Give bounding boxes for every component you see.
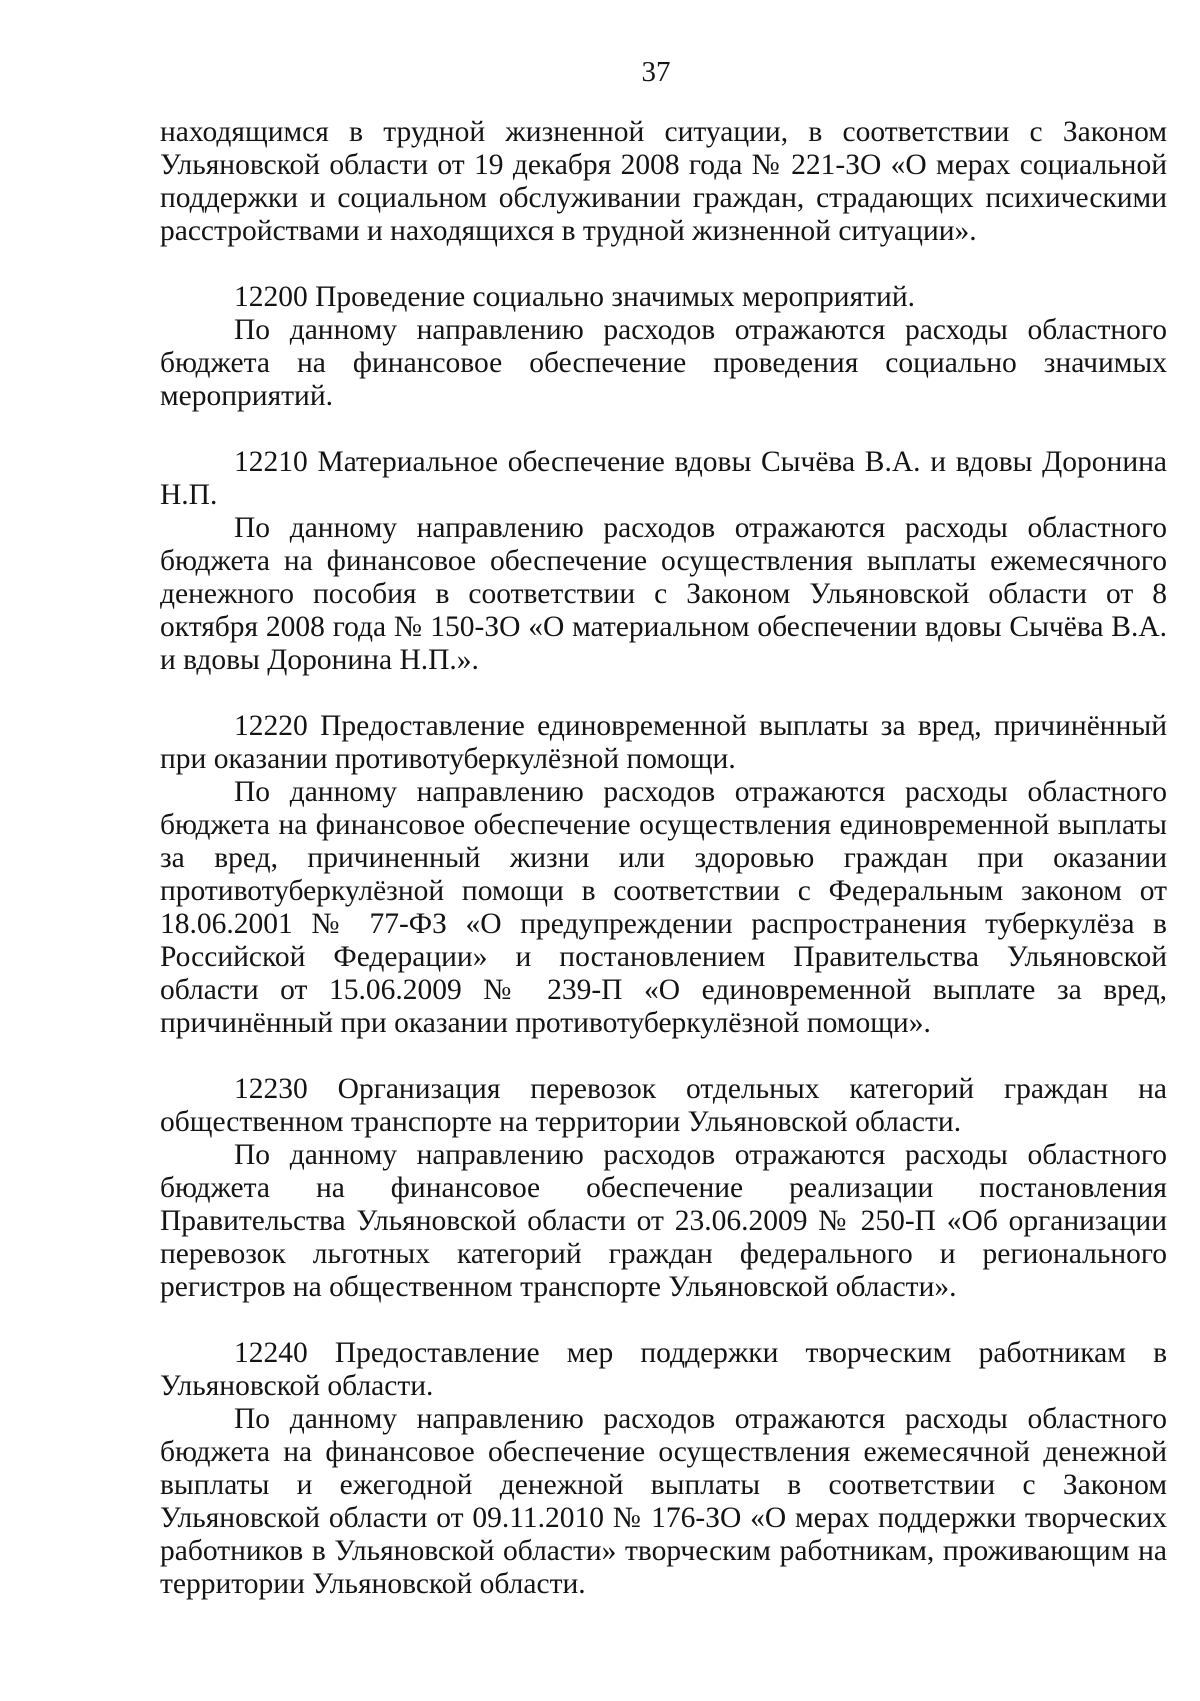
section-heading-12200: 12200 Проведение социально значимых мероприятий. <box>234 281 915 313</box>
section-heading-12230: 12230 Организация перевозок отдельных категорий граждан на общественном транспорте на территории Ульяновской области. <box>160 1073 1167 1138</box>
page-number: 37 <box>641 56 671 88</box>
section-heading-12210: 12210 Материальное обеспечение вдовы Сычёва В.А. и вдовы Доронина Н.П. <box>160 446 1167 511</box>
paragraph-continuation: находящимся в трудной жизненной ситуации, в соответствии с Законом Ульяновской области от 19 декабря 2008 года № 221-ЗО «О мерах социальной поддержки и социальном обслуживании граждан, страдающих психическими расстройствами и находящихся в трудной жизненной ситуации». <box>160 116 1167 247</box>
document-body <box>160 116 1167 1601</box>
paragraph-12220: По данному направлению расходов отражаются расходы областного бюджета на финансовое обеспечение осуществления единовременной выплаты за вред, причиненный жизни или здоровью граждан при оказании противотуберкулёзной помощи в соответствии с Федеральным законом от 18.06.2001 № 77-ФЗ «О предупреждении распространения туберкулёза в Российской Федерации» и постановлением Правительства Ульяновской области от 15.06.2009 № 239-П «О единовременной выплате за вред, причинённый при оказании противотуберкулёзной помощи». <box>160 776 1167 1039</box>
paragraph-12210: По данному направлению расходов отражаются расходы областного бюджета на финансовое обеспечение осуществления выплаты ежемесячного денежного пособия в соответствии с Законом Ульяновской области от 8 октября 2008 года № 150-ЗО «О материальном обеспечении вдовы Сычёва В.А. и вдовы Доронина Н.П.». <box>160 512 1167 676</box>
section-heading-12240: 12240 Предоставление мер поддержки творческим работникам в Ульяновской области. <box>160 1337 1167 1402</box>
paragraph-12200: По данному направлению расходов отражаются расходы областного бюджета на финансовое обеспечение проведения социально значимых мероприятий. <box>160 314 1167 412</box>
section-heading-12220: 12220 Предоставление единовременной выплаты за вред, причинённый при оказании противотуберкулёзной помощи. <box>160 710 1167 775</box>
paragraph-12240: По данному направлению расходов отражаются расходы областного бюджета на финансовое обеспечение осуществления ежемесячной денежной выплаты и ежегодной денежной выплаты в соответствии с Законом Ульяновской области от 09.11.2010 № 176-ЗО «О мерах поддержки творческих работников в Ульяновской области» творческим работникам, проживающим на территории Ульяновской области. <box>160 1403 1167 1600</box>
paragraph-12230: По данному направлению расходов отражаются расходы областного бюджета на финансовое обеспечение реализации постановления Правительства Ульяновской области от 23.06.2009 № 250-П «Об организации перевозок льготных категорий граждан федерального и регионального регистров на общественном транспорте Ульяновской области». <box>160 1139 1167 1303</box>
